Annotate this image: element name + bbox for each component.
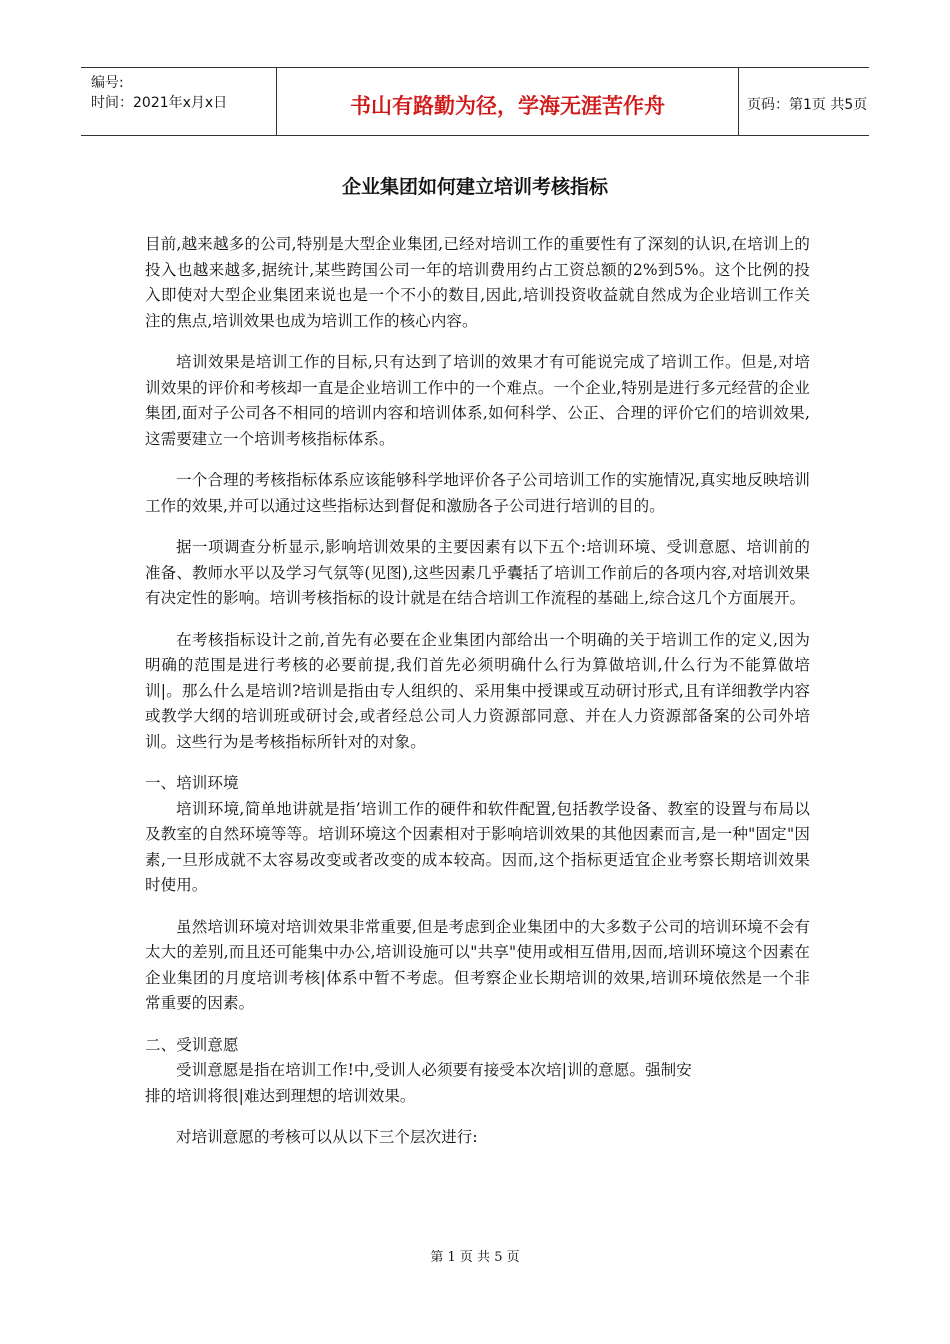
paragraph: 培训环境,简单地讲就是指’培训工作的硬件和软件配置,包括教学设备、教室的设置与布局以及教室的自然环境等等。培训环境这个因素相对于影响培训效果的其他因素而言,是一种"固定"因素,一旦形成就不太容易改变或者改变的成本较高。因而,这个指标更适宜企业考察长期培训效果时使用。 bbox=[145, 799, 810, 894]
paragraph: 据一项调查分析显示,影响培训效果的主要因素有以下五个:培训环境、受训意愿、培训前的准备、教师水平以及学习气氛等(见图),这些因素几乎囊括了培训工作前后的各项内容,对培训效果有决定性的影响。培训考核指标的设计就是在结合培训工作流程的基础上,综合这几个方面展开。 bbox=[145, 538, 810, 607]
header-motto-cell bbox=[277, 68, 739, 135]
header-meta-cell bbox=[81, 68, 277, 135]
paragraph: 目前,越来越多的公司,特别是大型企业集团,已经对培训工作的重要性有了深刻的认识,在培训上的投入也越来越多,据统计,某些跨国公司一年的培训费用约占工资总额的2%到5%。这个比例的投入即使对大型企业集团来说也是一个不小的数目,因此,培训投资收益就自然成为企业培训工作关注的焦点,培训效果也成为培训工作的核心内容。 bbox=[145, 235, 810, 330]
paragraph: 一个合理的考核指标体系应该能够科学地评价各子公司培训工作的实施情况,真实地反映培训工作的效果,并可以通过这些指标达到督促和激励各子公司进行培训的目的。 bbox=[145, 471, 810, 515]
paragraph: 受训意愿是指在培训工作!中,受训人必须要有接受本次培|训的意愿。强制安 bbox=[176, 1061, 692, 1079]
document-header bbox=[81, 67, 869, 136]
section-heading: 一、培训环境 bbox=[145, 774, 239, 792]
paragraph: 在考核指标设计之前,首先有必要在企业集团内部给出一个明确的关于培训工作的定义,因为明确的范围是进行考核的必要前提,我们首先必须明确什么行为算做培训,什么行为不能算做培训|。那么什么是培训?培训是指由专人组织的、采用集中授课或互动研讨形式,且有详细教学内容或教学大纲的培训班或研讨会,或者经总公司人力资源部同意、并在人力资源部备案的公司外培训。这些行为是考核指标所针对的对象。 bbox=[145, 630, 810, 751]
header-page-cell bbox=[739, 68, 869, 135]
page-footer: 第 1 页 共 5 页 bbox=[430, 1250, 520, 1265]
paragraph: 排的培训将很|难达到理想的培训效果。 bbox=[145, 1086, 416, 1105]
paragraph: 虽然培训环境对培训效果非常重要,但是考虑到企业集团中的大多数子公司的培训环境不会有太大的差别,而且还可能集中办公,培训设施可以"共享"使用或相互借用,因而,培训环境这个因素在企业集团的月度培训考核|体系中暂不考虑。但考察企业长期培训的效果,培训环境依然是一个非常重要的因素。 bbox=[145, 917, 810, 1012]
header-motto: 书山有路勤为径，学海无涯苦作舟 bbox=[350, 94, 665, 118]
header-page-info: 页码：第1页 共5页 bbox=[747, 97, 868, 113]
document-body bbox=[145, 232, 810, 1167]
document-number-label: 编号: bbox=[91, 75, 124, 91]
document-title: 企业集团如何建立培训考核指标 bbox=[341, 176, 608, 198]
paragraph: 培训效果是培训工作的目标,只有达到了培训的效果才有可能说完成了培训工作。但是,对培训效果的评价和考核却一直是企业培训工作中的一个难点。一个企业,特别是进行多元经营的企业集团,面对子公司各不相同的培训内容和培训体系,如何科学、公正、合理的评价它们的培训效果,这需要建立一个培训考核指标体系。 bbox=[145, 353, 810, 448]
section-heading: 二、受训意愿 bbox=[145, 1035, 239, 1054]
paragraph: 对培训意愿的考核可以从以下三个层次进行: bbox=[176, 1128, 478, 1146]
document-date-label: 时间：2021年x月x日 bbox=[91, 95, 228, 111]
